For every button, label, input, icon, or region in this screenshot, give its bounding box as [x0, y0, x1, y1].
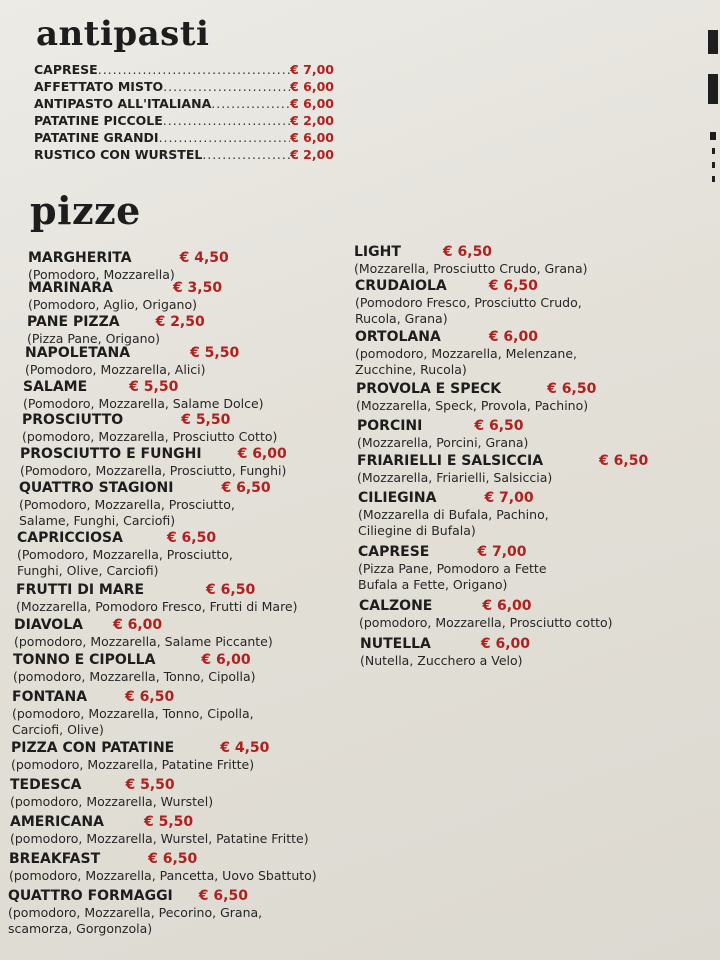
pizza-name: PROVOLA E SPECK: [356, 381, 502, 397]
pizza-ingredients: Bufala a Fette, Origano): [358, 577, 508, 592]
pizza-header: [13, 652, 256, 669]
pizza-price: € 7,00: [477, 544, 527, 560]
pizza-header: [359, 598, 613, 615]
pizza-header: [9, 851, 317, 868]
antipasto-item: [34, 113, 334, 130]
pizza-item: [25, 345, 239, 378]
pizza-header: [356, 381, 596, 398]
pizza-name: SALAME: [23, 379, 88, 395]
pizza-header: [16, 582, 298, 599]
pizza-item: [360, 636, 530, 669]
pizza-name: PORCINI: [357, 418, 423, 434]
pizza-ingredients: (Pizza Pane, Pomodoro a Fette: [358, 561, 547, 576]
pizza-name: CILIEGINA: [358, 490, 437, 506]
antipasto-price: € 2,00: [290, 113, 334, 128]
pizza-ingredients: (Mozzarella, Porcini, Grana): [357, 435, 529, 450]
pizza-name: ORTOLANA: [355, 329, 441, 345]
pizza-price: € 6,50: [125, 689, 175, 705]
pizza-item: [358, 490, 549, 539]
pizza-ingredients: (Nutella, Zucchero a Velo): [360, 653, 523, 668]
pizza-item: [358, 544, 547, 593]
pizza-item: [27, 314, 205, 347]
pizza-ingredients: (pomodoro, Mozzarella, Tonno, Cipolla): [13, 669, 256, 684]
pizza-ingredients: (Pomodoro, Mozzarella, Prosciutto, Funghi): [20, 463, 287, 478]
pizza-price: € 6,50: [599, 453, 649, 469]
pizza-item: [357, 418, 528, 451]
pizza-item: [10, 814, 309, 847]
pizza-header: [355, 278, 582, 295]
antipasti-title: antipasti: [36, 14, 210, 54]
pizza-item: [23, 379, 264, 412]
pizza-name: FONTANA: [12, 689, 88, 705]
pizza-name: MARINARA: [28, 280, 113, 296]
pizza-header: [17, 530, 233, 547]
pizza-header: [27, 314, 205, 331]
pizza-header: [10, 777, 213, 794]
pizza-item: [13, 652, 256, 685]
pizza-item: [357, 453, 648, 486]
leader-dots: [163, 113, 290, 128]
pizza-ingredients: (Mozzarella, Friarielli, Salsiccia): [357, 470, 553, 485]
pizza-item: [354, 244, 588, 277]
antipasto-price: € 6,00: [290, 96, 334, 111]
pizza-item: [10, 777, 213, 810]
pizza-ingredients: (pomodoro, Mozzarella, Prosciutto cotto): [359, 615, 613, 630]
pizza-ingredients: (Pomodoro, Mozzarella): [28, 267, 175, 282]
pizza-name: CAPRESE: [358, 544, 430, 560]
pizza-ingredients: Rucola, Grana): [355, 311, 448, 326]
antipasto-price: € 6,00: [290, 130, 334, 145]
pizza-header: [357, 453, 648, 470]
pizza-price: € 5,50: [181, 412, 231, 428]
pizza-price: € 5,50: [125, 777, 175, 793]
pizza-name: DIAVOLA: [14, 617, 83, 633]
pizza-price: € 6,00: [201, 652, 251, 668]
pizza-item: [355, 278, 582, 327]
pizza-ingredients: Carciofi, Olive): [12, 722, 104, 737]
pizza-header: [14, 617, 273, 634]
pizze-title: pizze: [30, 188, 141, 233]
pizza-item: [356, 381, 596, 414]
pizza-price: € 5,50: [143, 814, 194, 830]
leader-dots: [159, 130, 291, 145]
pizza-name: MARGHERITA: [28, 250, 132, 266]
pizza-price: € 4,50: [220, 740, 270, 756]
pizza-ingredients: (Mozzarella di Bufala, Pachino,: [358, 507, 549, 522]
pizza-item: [19, 480, 271, 529]
antipasto-price: € 7,00: [290, 62, 334, 77]
pizza-ingredients: (pomodoro, Mozzarella, Tonno, Cipolla,: [12, 706, 254, 721]
pizza-item: [8, 888, 262, 937]
pizza-name: FRIARIELLI E SALSICCIA: [357, 453, 544, 469]
pizza-header: [360, 636, 530, 653]
pizza-name: QUATTRO STAGIONI: [19, 480, 174, 496]
pizza-name: TONNO E CIPOLLA: [13, 652, 156, 668]
antipasto-name: PATATINE GRANDI: [34, 130, 159, 145]
pizza-name: CALZONE: [359, 598, 433, 614]
pizza-price: € 5,50: [190, 345, 240, 361]
pizza-header: [355, 329, 577, 346]
pizza-ingredients: (pomodoro, Mozzarella, Patatine Fritte): [11, 757, 255, 772]
antipasti-list: [34, 62, 334, 164]
pizza-price: € 3,50: [172, 280, 223, 296]
leader-dots: [211, 96, 290, 111]
pizza-header: [28, 280, 222, 297]
pizza-price: € 6,00: [482, 598, 532, 614]
pizza-item: [17, 530, 233, 579]
pizza-ingredients: (Pomodoro, Mozzarella, Prosciutto,: [19, 497, 235, 512]
pizza-ingredients: (Pomodoro, Mozzarella, Prosciutto,: [17, 547, 233, 562]
pizza-ingredients: (pomodoro, Mozzarella, Pecorino, Grana,: [8, 905, 263, 920]
pizza-item: [9, 851, 317, 884]
antipasto-name: PATATINE PICCOLE: [34, 113, 163, 128]
pizza-price: € 6,50: [206, 582, 256, 598]
pizza-price: € 5,50: [129, 379, 179, 395]
pizza-price: € 6,00: [237, 446, 287, 462]
pizza-header: [11, 740, 269, 757]
pizza-header: [22, 412, 277, 429]
pizza-header: [28, 250, 229, 267]
pizza-ingredients: Funghi, Olive, Carciofi): [17, 563, 159, 578]
pizza-name: NUTELLA: [360, 636, 431, 652]
leader-dots: [163, 79, 290, 94]
pizza-price: € 6,50: [474, 418, 524, 434]
pizza-price: € 6,50: [488, 278, 538, 294]
pizza-price: € 6,50: [547, 381, 597, 397]
pizza-ingredients: (pomodoro, Mozzarella, Prosciutto Cotto): [22, 429, 278, 444]
pizza-item: [12, 689, 254, 738]
antipasto-item: [34, 130, 334, 147]
pizza-header: [358, 544, 547, 561]
pizza-name: BREAKFAST: [9, 851, 101, 867]
next-page-edge: [706, 10, 720, 200]
leader-dots: [202, 147, 290, 162]
pizza-ingredients: scamorza, Gorgonzola): [8, 921, 153, 936]
pizza-ingredients: (Mozzarella, Speck, Provola, Pachino): [356, 398, 589, 413]
pizza-price: € 6,50: [442, 244, 493, 260]
pizza-header: [10, 814, 309, 831]
pizza-ingredients: (Mozzarella, Pomodoro Fresco, Frutti di Mare): [16, 599, 298, 614]
pizza-header: [8, 888, 262, 905]
pizza-ingredients: (pomodoro, Mozzarella, Salame Piccante): [14, 634, 273, 649]
pizza-item: [28, 250, 229, 283]
pizza-price: € 7,00: [484, 490, 534, 506]
pizza-item: [22, 412, 277, 445]
pizza-price: € 6,50: [166, 530, 217, 546]
pizza-price: € 2,50: [155, 314, 205, 330]
antipasto-name: RUSTICO CON WURSTEL: [34, 147, 203, 162]
pizza-header: [23, 379, 264, 396]
pizza-ingredients: (pomodoro, Mozzarella, Wurstel): [10, 794, 214, 809]
pizza-name: QUATTRO FORMAGGI: [8, 888, 173, 904]
pizza-item: [11, 740, 269, 773]
pizza-name: CAPRICCIOSA: [17, 530, 123, 546]
pizza-name: NAPOLETANA: [25, 345, 131, 361]
antipasto-item: [34, 147, 334, 164]
pizza-header: [357, 418, 528, 435]
antipasto-name: AFFETTATO MISTO: [34, 79, 164, 94]
pizza-ingredients: Zucchine, Rucola): [355, 362, 467, 377]
pizza-ingredients: (Pizza Pane, Origano): [27, 331, 161, 346]
pizza-price: € 4,50: [179, 250, 229, 266]
pizza-header: [20, 446, 287, 463]
pizza-item: [14, 617, 273, 650]
pizza-item: [28, 280, 222, 313]
pizza-header: [12, 689, 254, 706]
pizza-item: [355, 329, 577, 378]
pizza-header: [358, 490, 549, 507]
pizza-name: TEDESCA: [10, 777, 82, 793]
pizza-ingredients: (Pomodoro, Mozzarella, Salame Dolce): [23, 396, 264, 411]
pizza-header: [354, 244, 588, 261]
pizza-name: CRUDAIOLA: [355, 278, 447, 294]
pizza-header: [25, 345, 239, 362]
antipasto-price: € 6,00: [290, 79, 334, 94]
pizza-price: € 6,00: [112, 617, 163, 633]
leader-dots: [98, 62, 290, 77]
pizza-ingredients: (pomodoro, Mozzarella, Pancetta, Uovo Sbattuto): [9, 868, 317, 883]
antipasto-item: [34, 62, 334, 79]
pizza-ingredients: (Mozzarella, Prosciutto Crudo, Grana): [354, 261, 588, 276]
antipasto-item: [34, 79, 334, 96]
pizza-name: LIGHT: [354, 244, 401, 260]
pizza-item: [20, 446, 287, 479]
pizza-price: € 6,50: [148, 851, 198, 867]
pizza-ingredients: Ciliegine di Bufala): [358, 523, 476, 538]
pizza-ingredients: (pomodoro, Mozzarella, Melenzane,: [355, 346, 578, 361]
pizza-name: FRUTTI DI MARE: [16, 582, 145, 598]
pizza-ingredients: (pomodoro, Mozzarella, Wurstel, Patatine Fritte): [10, 831, 309, 846]
antipasto-item: [34, 96, 334, 113]
pizza-name: PROSCIUTTO E FUNGHI: [20, 446, 202, 462]
pizza-name: AMERICANA: [10, 814, 104, 830]
pizza-price: € 6,50: [221, 480, 271, 496]
pizza-ingredients: Salame, Funghi, Carciofi): [19, 513, 176, 528]
pizza-ingredients: (Pomodoro, Mozzarella, Alici): [25, 362, 206, 377]
pizza-item: [359, 598, 613, 631]
antipasto-price: € 2,00: [290, 147, 334, 162]
pizza-price: € 6,00: [480, 636, 531, 652]
pizza-item: [16, 582, 298, 615]
antipasto-name: CAPRESE: [34, 62, 98, 77]
pizza-name: PROSCIUTTO: [22, 412, 124, 428]
pizza-price: € 6,50: [198, 888, 248, 904]
pizza-name: PIZZA CON PATATINE: [11, 740, 175, 756]
pizza-header: [19, 480, 271, 497]
pizza-ingredients: (Pomodoro Fresco, Prosciutto Crudo,: [355, 295, 582, 310]
pizza-price: € 6,00: [488, 329, 538, 345]
pizza-ingredients: (Pomodoro, Aglio, Origano): [28, 297, 198, 312]
antipasto-name: ANTIPASTO ALL'ITALIANA: [34, 96, 212, 111]
pizza-name: PANE PIZZA: [27, 314, 120, 330]
